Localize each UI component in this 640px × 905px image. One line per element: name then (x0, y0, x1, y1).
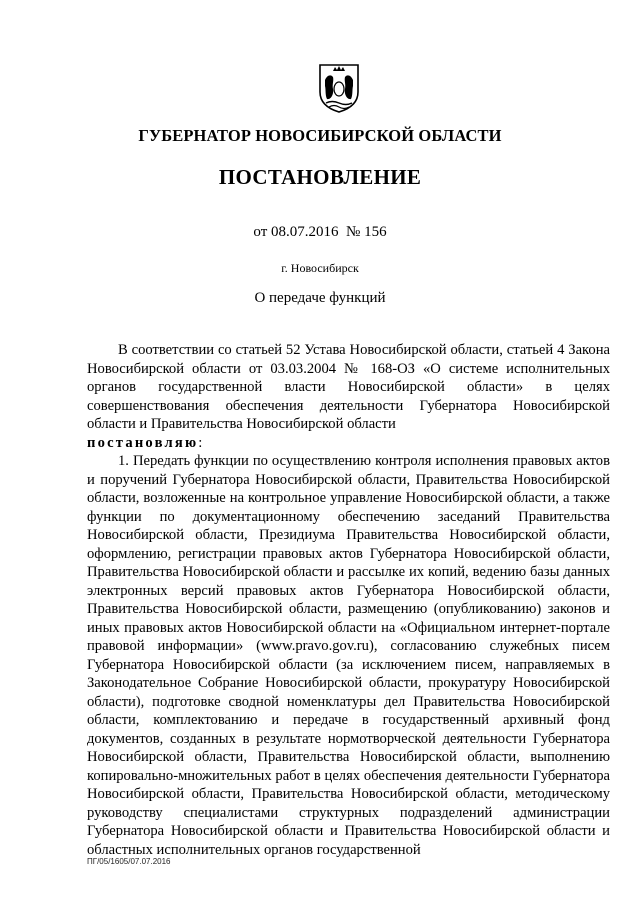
city-line: г. Новосибирск (281, 261, 359, 275)
document-subject: О передаче функций (254, 290, 386, 306)
document-body (87, 341, 610, 859)
date-and-number: от 08.07.2016 № 156 (253, 224, 387, 240)
issuer-title: ГУБЕРНАТОР НОВОСИБИРСКОЙ ОБЛАСТИ (138, 126, 502, 145)
item-1-paragraph: 1. Передать функции по осуществлению контроля исполнения правовых актов и поручений Губернатора Новосибирской области, Правительства Новосибирской области, возложенные на контрольное управление Новосибирской области, а также функции по документационному обеспечению заседаний Правительства Новосибирской области, Президиума Правительства Новосибирской области, оформлению, регистрации правовых актов Губернатора Новосибирской области, Правительства Новосибирской области и рассылке их копий, ведению базы данных электронных версий правовых актов Губернатора Новосибирской области, Правительства Новосибирской области, размещению (опубликованию) законов и иных правовых актов Новосибирской области на «Официальном интернет-портале правовой информации» (www.pravo.gov.ru), согласованию служебных писем Губернатора Новосибирской области (за исключением писем, направляемых в Законодательное Собрание Новосибирской области, прокуратуру Новосибирской области), подготовке сводной номенклатуры дел Правительства Новосибирской области, комплектованию и передаче в государственный архивный фонд документов, созданных в результате нормотворческой деятельности Губернатора Новосибирской области, Правительства Новосибирской области, выполнению копировально-множительных работ в целях обеспечения деятельности Губернатора Новосибирской области, Правительства Новосибирской области, методическому руководству специалистами структурных подразделений администрации Губернатора Новосибирской области и Правительства Новосибирской области и областных исполнительных органов государственной (87, 453, 610, 858)
decree-colon: : (198, 434, 203, 451)
coat-of-arms-icon (316, 62, 362, 114)
decree-word-line (87, 434, 610, 453)
decree-word: постановляю (87, 434, 199, 451)
document-type-title: ПОСТАНОВЛЕНИЕ (218, 165, 422, 189)
document-code: ПГ/05/1605/07.07.2016 (87, 857, 171, 866)
preamble-paragraph: В соответствии со статьей 52 Устава Новосибирской области, статьей 4 Закона Новосибирской области от 03.03.2004 № 168-ОЗ «О системе исполнительных органов государственной власти Новосибирской области» в целях совершенствования обеспечения деятельности Губернатора Новосибирской области и Правительства Новосибирской области (87, 342, 610, 432)
